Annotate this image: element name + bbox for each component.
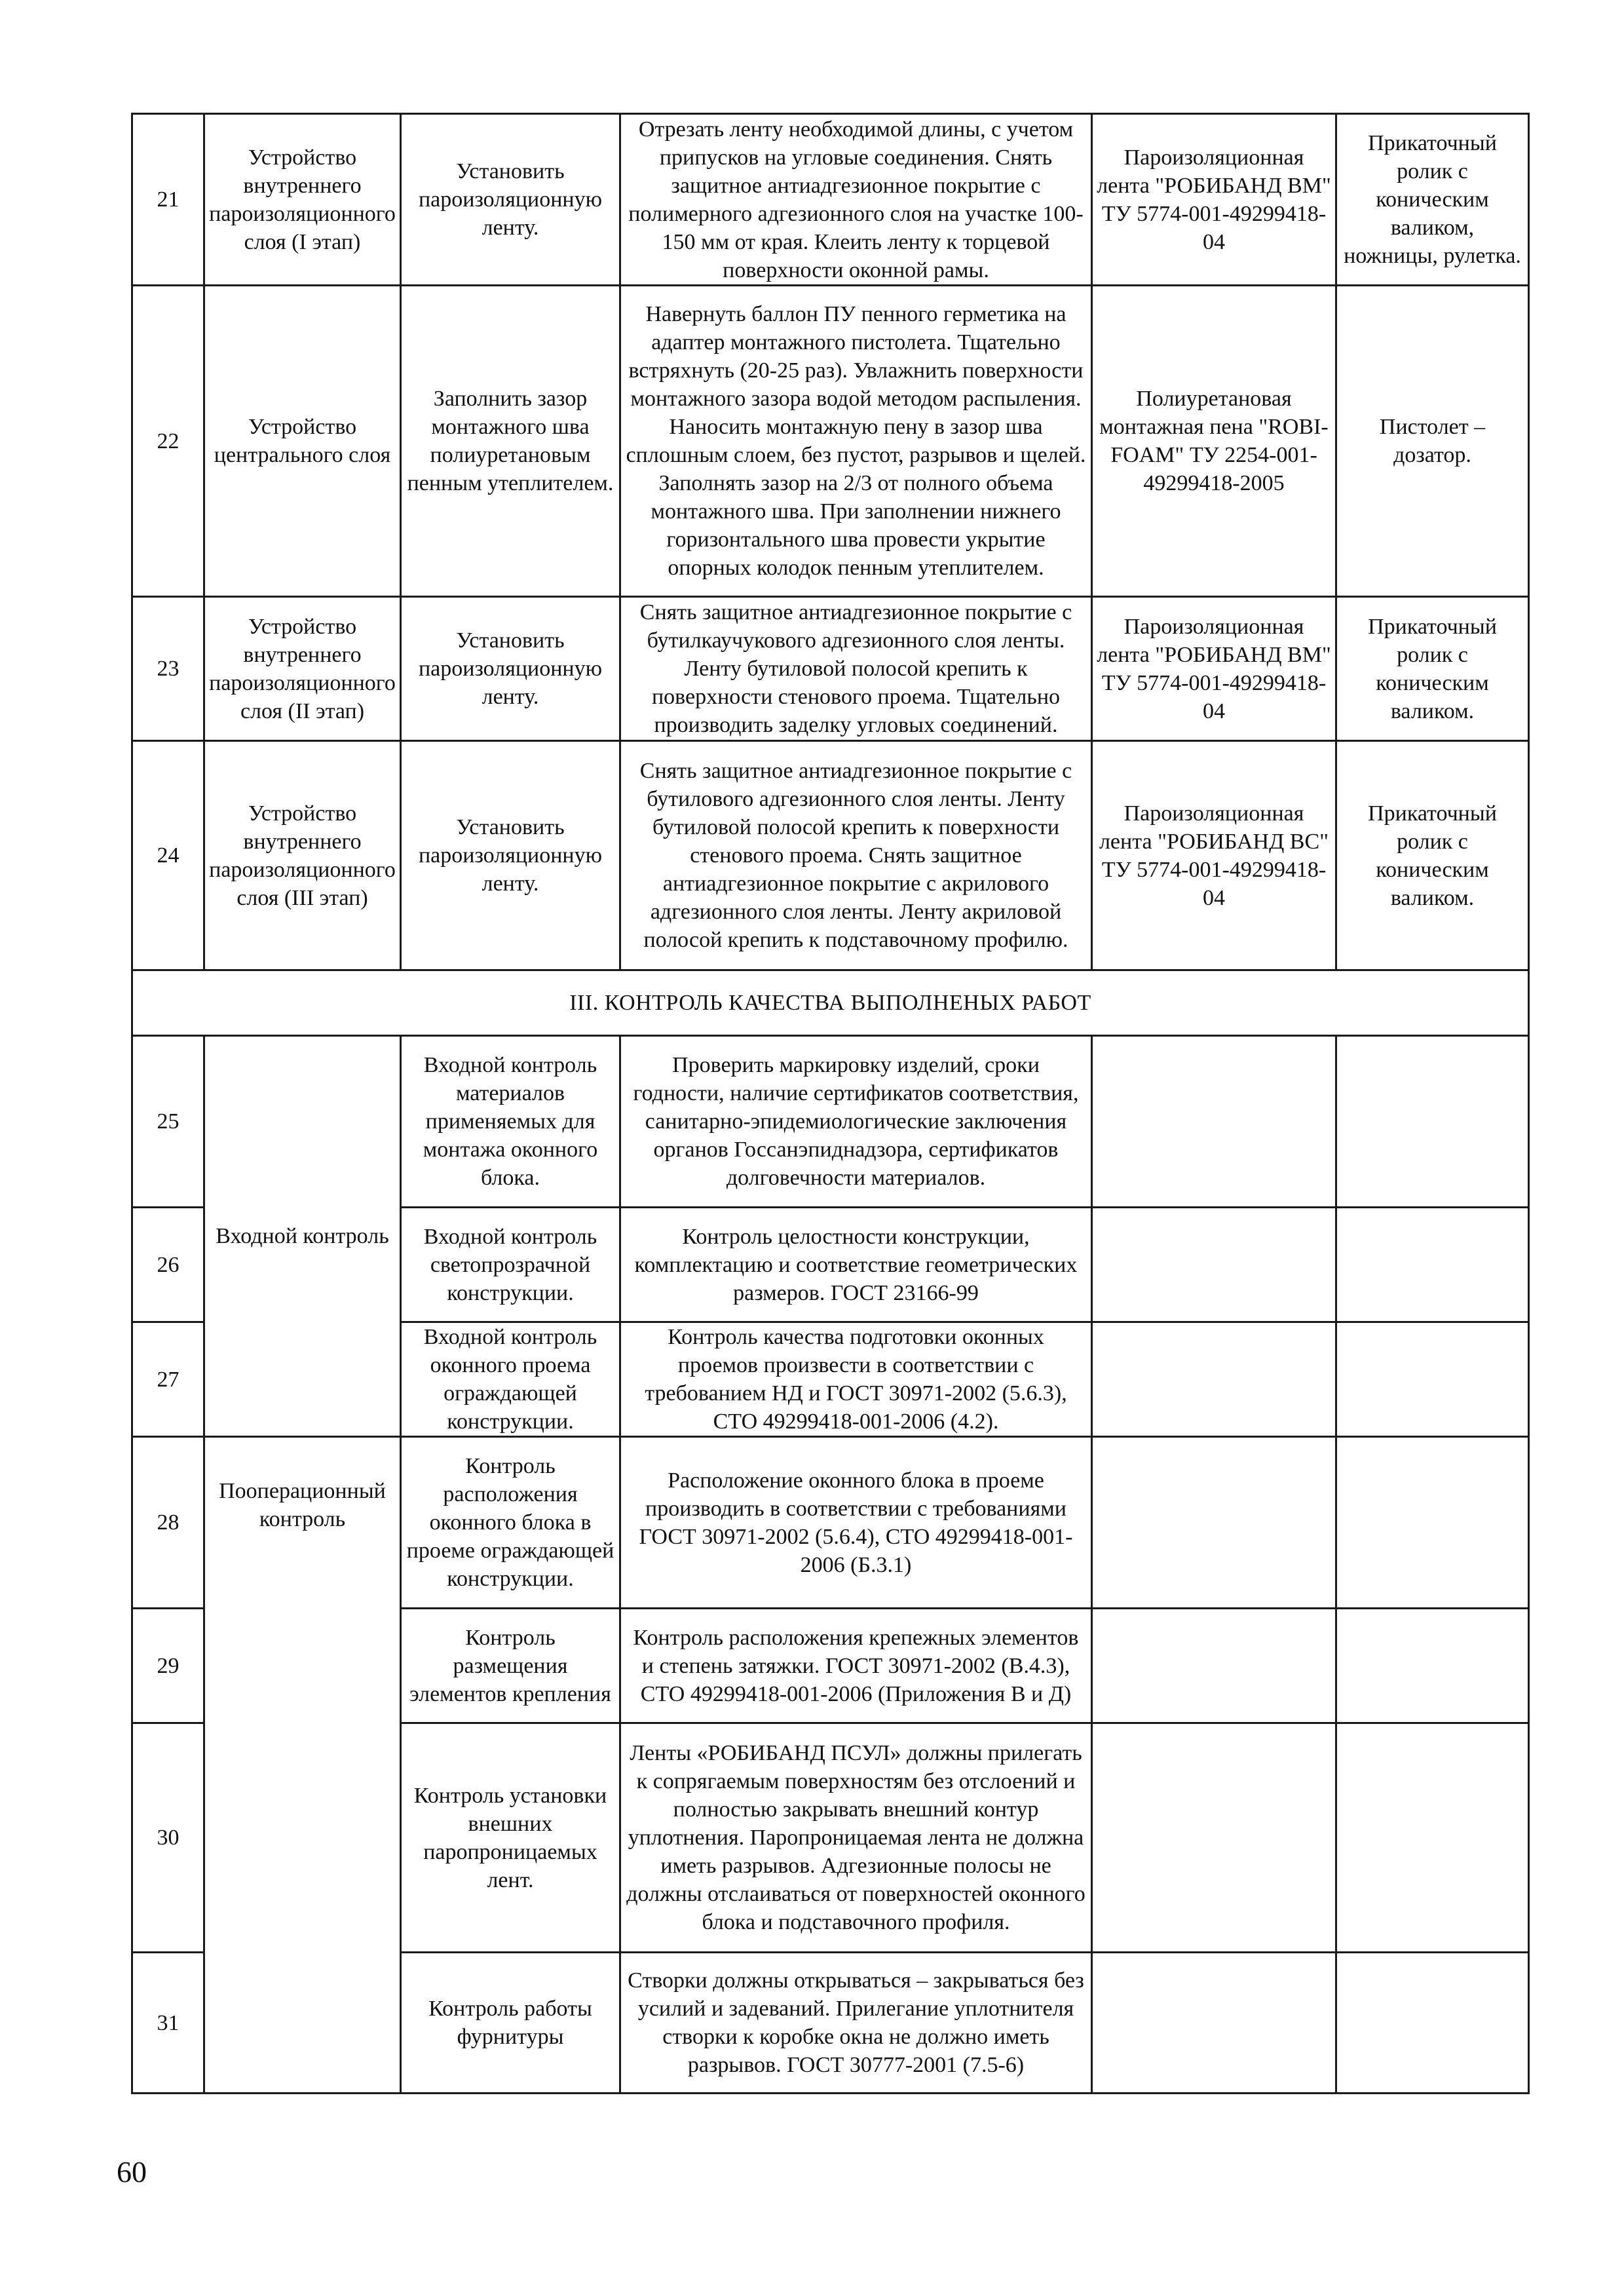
material-cell — [1092, 1322, 1336, 1437]
action-cell: Контроль установки внешних паропроницаемых лент. — [401, 1723, 620, 1953]
tools-cell — [1336, 1953, 1529, 2094]
work-table — [131, 113, 1530, 2094]
stage-cell: Устройство внутреннего пароизоляционного слоя (III этап) — [204, 741, 401, 970]
action-cell: Контроль работы фурнитуры — [401, 1953, 620, 2094]
tools-cell: Прикаточный ролик с коническим валиком, ножницы, рулетка. — [1336, 114, 1529, 286]
description-cell: Снять защитное антиадгезионное покрытие с бутилового адгезионного слоя ленты. Ленту бутиловой полосой крепить к поверхности стенового проема. Снять защитное антиадгезионное покрытие с акрилового адгезионного слоя ленты. Ленту акриловой полосой крепить к подставочному профилю. — [620, 741, 1092, 970]
group-input-control: Входной контроль — [204, 1036, 401, 1437]
tools-cell: Пистолет – дозатор. — [1336, 286, 1529, 597]
material-cell — [1092, 1609, 1336, 1723]
action-cell: Контроль размещения элементов крепления — [401, 1609, 620, 1723]
material-cell — [1092, 1437, 1336, 1609]
row-number: 27 — [132, 1322, 204, 1437]
tools-cell — [1336, 1036, 1529, 1208]
material-cell: Пароизоляционная лента "РОБИБАНД ВМ" ТУ 5774-001-49299418-04 — [1092, 597, 1336, 741]
group-operational-control: Пооперационный контроль — [204, 1437, 401, 2094]
description-cell: Створки должны открываться – закрываться без усилий и задеваний. Прилегание уплотнителя створки к коробке окна не должно иметь разрывов. ГОСТ 30777-2001 (7.5-6) — [620, 1953, 1092, 2094]
table-row — [132, 114, 1529, 286]
material-cell — [1092, 1723, 1336, 1953]
row-number: 25 — [132, 1036, 204, 1208]
row-number: 23 — [132, 597, 204, 741]
action-cell: Установить пароизоляционную ленту. — [401, 597, 620, 741]
action-cell: Входной контроль оконного проема ограждающей конструкции. — [401, 1322, 620, 1437]
tools-cell — [1336, 1437, 1529, 1609]
action-cell: Входной контроль светопрозрачной конструкции. — [401, 1208, 620, 1322]
description-cell: Проверить маркировку изделий, сроки годности, наличие сертификатов соответствия, санитарно-эпидемиологические заключения органов Госсанэпиднадзора, сертификатов долговечности материалов. — [620, 1036, 1092, 1208]
tools-cell — [1336, 1208, 1529, 1322]
description-cell: Ленты «РОБИБАНД ПСУЛ» должны прилегать к сопрягаемым поверхностям без отслоений и полностью закрывать внешний контур уплотнения. Паропроницаемая лента не должна иметь разрывов. Адгезионные полосы не должны отслаиваться от поверхностей оконного блока и подставочного профиля. — [620, 1723, 1092, 1953]
description-cell: Контроль целостности конструкции, комплектацию и соответствие геометрических размеров. ГОСТ 23166-99 — [620, 1208, 1092, 1322]
action-cell: Входной контроль материалов применяемых для монтажа оконного блока. — [401, 1036, 620, 1208]
tools-cell — [1336, 1609, 1529, 1723]
description-cell: Контроль качества подготовки оконных проемов произвести в соответствии с требованием НД и ГОСТ 30971-2002 (5.6.3), СТО 49299418-001-2006 (4.2). — [620, 1322, 1092, 1437]
row-number: 22 — [132, 286, 204, 597]
description-cell: Контроль расположения крепежных элементов и степень затяжки. ГОСТ 30971-2002 (В.4.3), СТО 49299418-001-2006 (Приложения В и Д) — [620, 1609, 1092, 1723]
table-row — [132, 1036, 1529, 1208]
section-title: III. КОНТРОЛЬ КАЧЕСТВА ВЫПОЛНЕНЫХ РАБОТ — [132, 970, 1529, 1036]
row-number: 26 — [132, 1208, 204, 1322]
stage-cell: Устройство внутреннего пароизоляционного слоя (I этап) — [204, 114, 401, 286]
row-number: 28 — [132, 1437, 204, 1609]
tools-cell — [1336, 1322, 1529, 1437]
section-row — [132, 970, 1529, 1036]
action-cell: Установить пароизоляционную ленту. — [401, 114, 620, 286]
material-cell — [1092, 1208, 1336, 1322]
action-cell: Контроль расположения оконного блока в проеме ограждающей конструкции. — [401, 1437, 620, 1609]
tools-cell: Прикаточный ролик с коническим валиком. — [1336, 597, 1529, 741]
material-cell: Полиуретановая монтажная пена "ROBI-FOAM" ТУ 2254-001-49299418-2005 — [1092, 286, 1336, 597]
tools-cell — [1336, 1723, 1529, 1953]
page-number: 60 — [117, 2155, 147, 2189]
table-row — [132, 1437, 1529, 1609]
row-number: 31 — [132, 1953, 204, 2094]
table-row — [132, 741, 1529, 970]
material-cell — [1092, 1036, 1336, 1208]
material-cell: Пароизоляционная лента "РОБИБАНД ВС" ТУ 5774-001-49299418-04 — [1092, 741, 1336, 970]
stage-cell: Устройство центрального слоя — [204, 286, 401, 597]
material-cell: Пароизоляционная лента "РОБИБАНД ВМ" ТУ 5774-001-49299418-04 — [1092, 114, 1336, 286]
description-cell: Снять защитное антиадгезионное покрытие с бутилкаучукового адгезионного слоя ленты. Ленту бутиловой полосой крепить к поверхности стенового проема. Тщательно производить заделку угловых соединений. — [620, 597, 1092, 741]
tools-cell: Прикаточный ролик с коническим валиком. — [1336, 741, 1529, 970]
description-cell: Навернуть баллон ПУ пенного герметика на адаптер монтажного пистолета. Тщательно встряхнуть (20-25 раз). Увлажнить поверхности монтажного зазора водой методом распыления. Наносить монтажную пену в зазор шва сплошным слоем, без пустот, разрывов и щелей. Заполнять зазор на 2/3 от полного объема монтажного шва. При заполнении нижнего горизонтального шва провести укрытие опорных колодок пенным утеплителем. — [620, 286, 1092, 597]
description-cell: Расположение оконного блока в проеме производить в соответствии с требованиями ГОСТ 30971-2002 (5.6.4), СТО 49299418-001-2006 (Б.3.1) — [620, 1437, 1092, 1609]
action-cell: Установить пароизоляционную ленту. — [401, 741, 620, 970]
material-cell — [1092, 1953, 1336, 2094]
row-number: 29 — [132, 1609, 204, 1723]
table-row — [132, 286, 1529, 597]
stage-cell: Устройство внутреннего пароизоляционного слоя (II этап) — [204, 597, 401, 741]
row-number: 30 — [132, 1723, 204, 1953]
row-number: 21 — [132, 114, 204, 286]
description-cell: Отрезать ленту необходимой длины, с учетом припусков на угловые соединения. Снять защитное антиадгезионное покрытие с полимерного адгезионного слоя на участке 100-150 мм от края. Клеить ленту к торцевой поверхности оконной рамы. — [620, 114, 1092, 286]
table-row — [132, 597, 1529, 741]
action-cell: Заполнить зазор монтажного шва полиуретановым пенным утеплителем. — [401, 286, 620, 597]
row-number: 24 — [132, 741, 204, 970]
